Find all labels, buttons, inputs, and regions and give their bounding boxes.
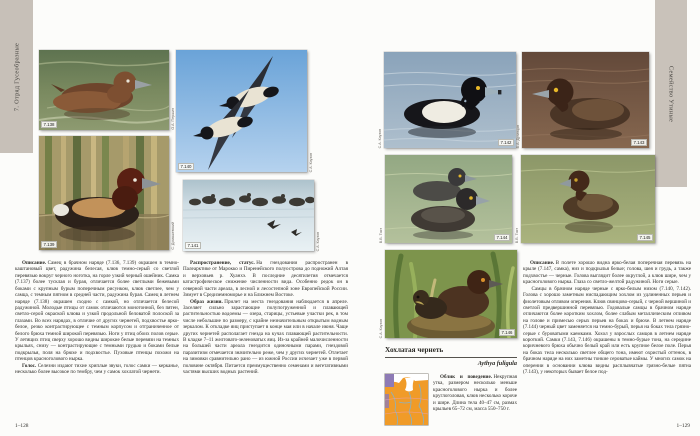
- left-page-column-1: [15, 260, 179, 376]
- male-tufted-duck-image: [384, 52, 516, 148]
- photo-tufted-duck-female: [516, 52, 649, 148]
- left-page-edge-band: [0, 0, 33, 153]
- photo-credit: С.А. Коузов: [309, 152, 313, 172]
- species-latin-name: Aythya fuligula: [477, 360, 517, 367]
- photo-tufted-duck-male: [378, 52, 516, 148]
- flock-lake-image: [183, 180, 314, 251]
- right-page-number: 1–129: [676, 423, 690, 429]
- duck-in-reeds-image: [39, 136, 169, 250]
- photo-credit: О.А. Першин: [171, 108, 175, 130]
- photo-number-label: 7.141: [185, 242, 201, 250]
- left-page-number: 1–128: [15, 423, 29, 429]
- duck-on-green-water-image: [39, 50, 169, 130]
- family-title: Семейство Утиные: [667, 65, 675, 122]
- photo-credit: С.А. Коузов: [378, 128, 382, 148]
- right-page-column-1: [433, 374, 517, 413]
- paragraph-appearance: Облик и поведение. Некрупная утка, размером несколько меньше красноголового нырка и более круглоголовая, клюв несколько короче и шире. Длина тела 40–47 см, размах крыльев 65–72 см, масса 550–750 г.: [433, 374, 517, 413]
- photo-credit: С.А. Коузов: [316, 231, 320, 251]
- female-tufted-duck-image: [522, 52, 649, 148]
- photo-tufted-ducks-flying: [176, 50, 313, 172]
- photo-number-label: 7.143: [631, 139, 647, 147]
- photo-credit: В.В. Тяхт: [515, 227, 519, 243]
- photo-number-label: 7.142: [498, 139, 514, 147]
- two-ducks-green-water-image: [385, 155, 512, 243]
- flying-ducks-sky-image: [176, 50, 307, 172]
- species-title: Хохлатая чернеть: [385, 346, 517, 358]
- left-page-column-2: [183, 260, 348, 376]
- photo-credit: С.А. Коузов: [379, 318, 383, 338]
- nest-duckling-image: [385, 250, 517, 338]
- photo-credit: В.В. Тяхт: [379, 227, 383, 243]
- paragraph-distribution: Распространение, статус. На гнездовании распространен в Палеарктике от Марокко и Пиренейского полуострова до подножий Алтая и верховьев р. Хуанхэ. В последние десятилетия отмечается катастрофическое снижение численности вида. Особенно редок он в северной части ареала, в лесной и лесостепной зоне Европейской России. Зимует в Средиземноморье и на Ближнем Востоке.: [183, 260, 348, 299]
- species-header: [385, 346, 517, 367]
- photo-number-label: 7.146: [499, 329, 515, 337]
- paragraph-voice: Голос. Селезни издают тихие хриплые звуки, голос самки — керканье, несколько более высокое по тембру, чем у самок хохлатой чернети.: [15, 362, 179, 376]
- paragraph-males-females: Самцы в брачном наряде черные с ярко-белым низом (7.140, 7.142). Голова с хорошо заметным ниспадающим хохлом из удлиненных перьев и фиолетовым отливом оперения. Клюв свинцово-серый, с черной вершиной и светлой предвершинной перевязью. Годовалые самцы в брачном наряде отличаются более коротким хохлом, более слабым металлическим отливом на голове и примесью серых перьев на боках и брюхе. В летнем наряде (7.144) черный цвет заменяется на темно-бурый, перья на боках тела грязно-серые с буроватыми каемками. Хохол у взрослых самцов в летнем наряде короткий. Самки (7.143, 7.146) окрашены в темно-бурые тона, на середине коричневого брюха обычно белый край или есть крупное белое поле. Перья на боках тела несколько светлее общего тона, имеют охристый оттенок, в брачном наряде на них заметны тонкие сероватые каймы. У многих самок на оперении в основании клюва видны расплывчатые грязно-белые пятна (7.143), у некоторых бывает белое под-: [523, 285, 691, 376]
- right-page-column-2: [523, 260, 691, 376]
- order-title: 7. Отряд Гусеобразные: [13, 42, 20, 111]
- breeding-range-map-image: [385, 374, 428, 425]
- range-map: [385, 374, 428, 425]
- paragraph-description: Описание. В полете хорошо видна ярко-белая поперечная перевязь на крыле (7.147, самка), низ и подкрылья белые; голова, шея и грудь, а также подхвостье — черные. Голова выглядит более округлой, а клюв шире, чем у красноголового нырка. Глаза со светло-желтой радужиной. Ноги серые.: [523, 260, 691, 286]
- photo-tufted-duck-with-duckling: [379, 250, 517, 338]
- photo-credit: В.А. Дугинцов: [516, 124, 520, 148]
- photo-number-label: 7.145: [637, 234, 653, 242]
- photo-number-label: 7.144: [494, 234, 510, 242]
- paragraph-lifestyle: Образ жизни. Прилет на места гнездования наблюдается в апреле. Заселяет сильно зарастающие полупогруженной и плавающей растительностью водоемы — озера, старицы, устьевые участки рек, в том числе небольшие по размеру, с крайне незначительным открытым водным зеркалом. К откладке яиц приступает в конце мая или в начале июня. Чаще других чернетей располагает гнезда на кучах плавающей растительности. В кладке 7–11 желтовато-зеленоватых яиц. Из-за крайней малочисленности на большей части ареала гнездится одиночными парами, гнездовой паразитизм отмечается значительно реже, чем у других чернетей. Отлетает на зимовки сравнительно рано — из южной России исчезает уже в первой половине октября. Питается преимущественно семенами и вегетативными частями высших водных растений.: [183, 298, 349, 376]
- photo-number-label: 7.138: [41, 121, 57, 129]
- right-page-edge-band: [655, 0, 687, 187]
- paragraph-description: Описание. Самец в брачном наряде (7.136, 7.139) окрашен в темно-каштановый цвет, радужина белесая, клюв темно-серый со светлой перевязью вокруг черного ноготка, на горле узкий черный ошейник. Самка (7.137) более тусклая и бурая, отличается более светлыми бежевыми боками с крупным бурым поперечным рисунком, клюв светлее, чем у самца, с темным пятном в средней части, радужина бурая. Самец в летнем наряде (7.138) окрашен сходно с самкой, но отличается белесой радужиной. Молодые птицы от самок отличаются монотонной, без пятен, светло-серой окраской клюва и узкой продольной беловатой полоской за глазами. Во всех нарядах, в отличие от других чернетей, подхвостье ярко-белое, резко контрастирующее с темным корпусом и отграниченное от белого брюха темной широкой перевязью. Ноги у птиц обоих полов серые. У летящих птиц сверху хорошо видны широкие белые перевязи на темных крыльях, снизу — контрастирующие с темными грудью и боками белые подкрылья, поля на брюхе и подхвостье. Пуховые птенцы похожи на птенцов красноголового нырка.: [15, 260, 179, 363]
- photo-number-label: 7.140: [178, 163, 194, 171]
- photo-number-label: 7.139: [41, 241, 57, 249]
- photo-tufted-duck-female-olive-water: [515, 155, 655, 243]
- photo-ferruginous-duck-male-reeds: [39, 136, 175, 250]
- photo-credit: С. Домашевский: [171, 222, 175, 250]
- brown-duck-olive-water-image: [521, 155, 655, 243]
- photo-duck-flock-on-water: [183, 180, 320, 251]
- photo-tufted-duck-males-summer: [379, 155, 512, 243]
- photo-ferruginous-duck-summer-male: [39, 50, 175, 130]
